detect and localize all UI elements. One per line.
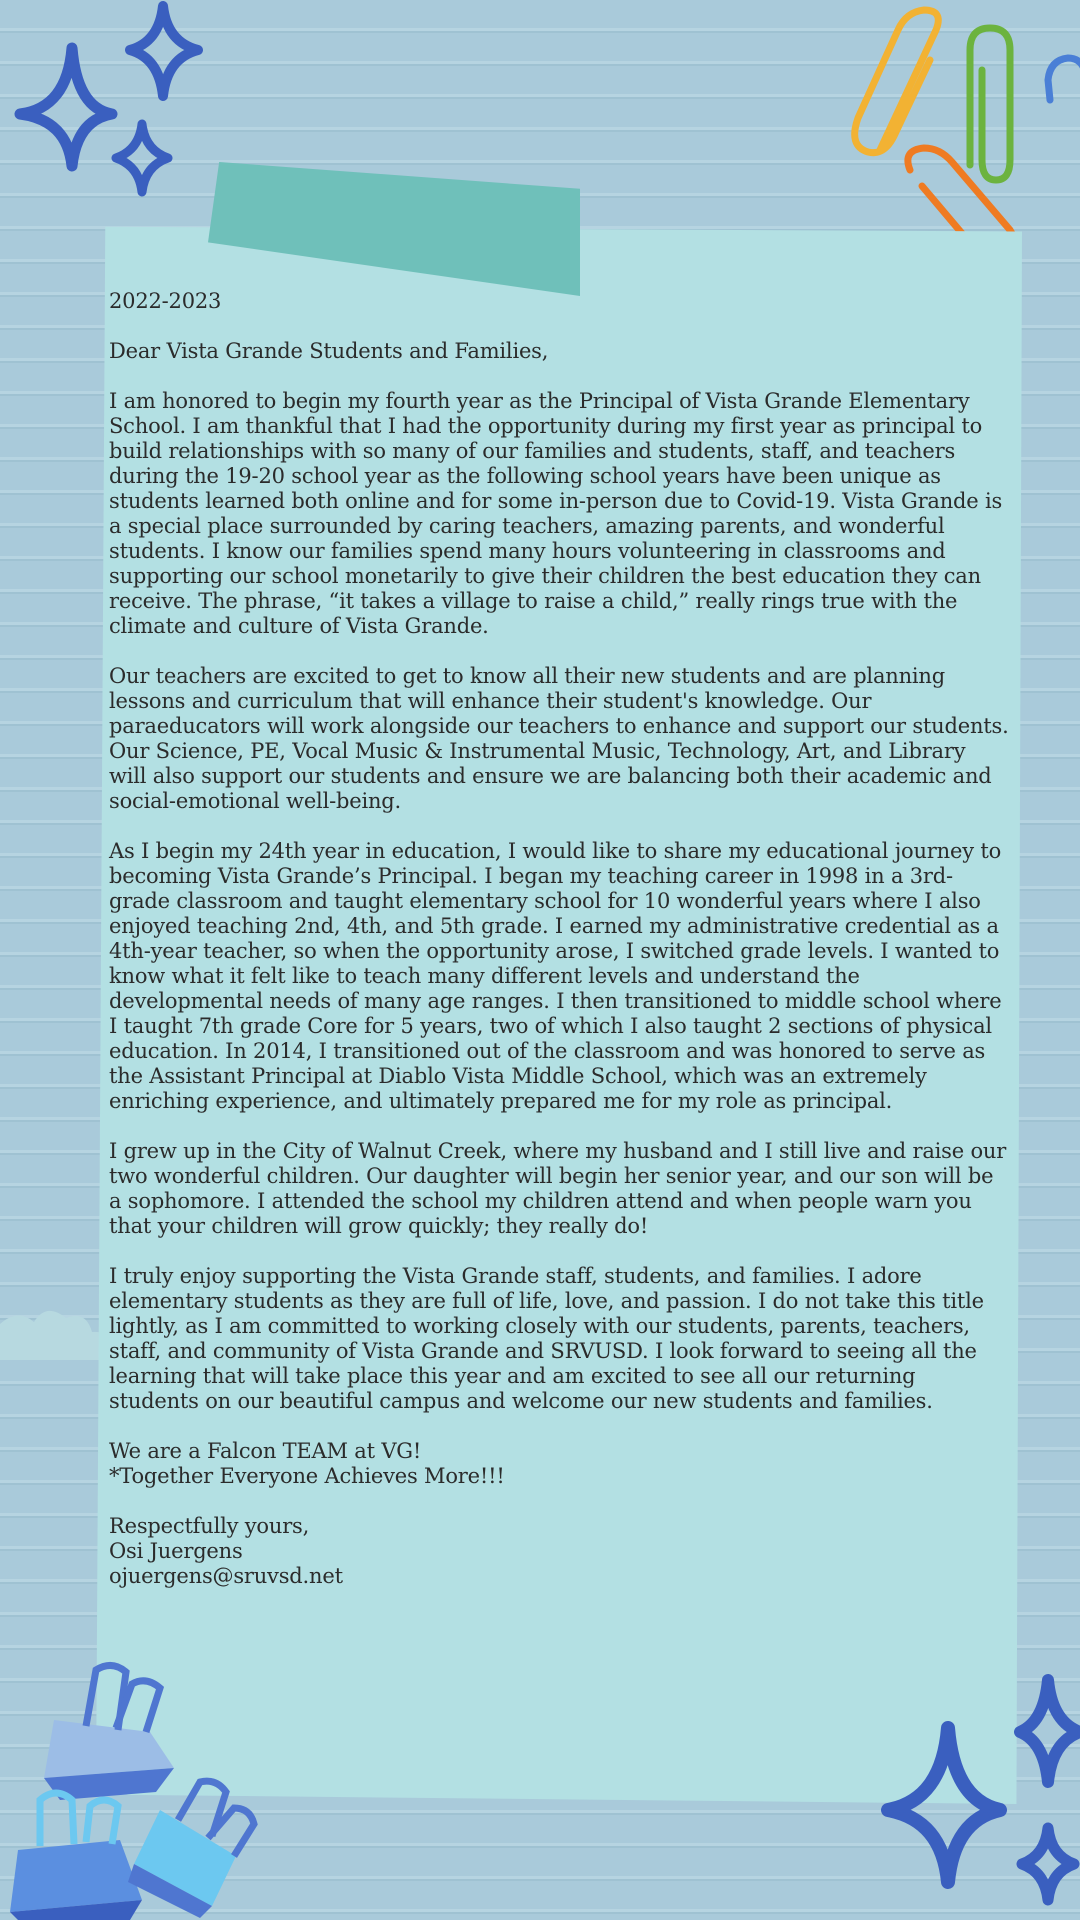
paperclip-icon bbox=[1048, 58, 1080, 160]
letter-paragraph: As I begin my 24th year in education, I would like to share my educational journey to becoming Vista Grande’s Principal. I began my teaching career in 1998 in a 3rd-grade classroom and taught elementary school for 10 wonderful years where I also enjoyed teaching 2nd, 4th, and 5th grade. I earned my administrative credential as a 4th-year teacher, so when the opportunity arose, I switched grade levels. I wanted to know what it felt like to teach many different levels and understand the developmental needs of many age ranges. I then transitioned to middle school where I taught 7th grade Core for 5 years, two of which I also taught 2 sections of physical education. In 2014, I transitioned out of the classroom and was honored to serve as the Assistant Principal at Diablo Vista Middle School, which was an extremely enriching experience, and ultimately prepared me for my role as principal. bbox=[109, 839, 1002, 1113]
letter-body bbox=[109, 289, 1009, 1614]
letter-paragraph: I am honored to begin my fourth year as the Principal of Vista Grande Elementary School. I am thankful that I had the opportunity during my first year as principal to build relationships with so many of our families and students, staff, and teachers during the 19-20 school year as the following school years have been unique as students learned both online and for some in-person due to Covid-19. Vista Grande is a special place surrounded by caring teachers, amazing parents, and wonderful students. I know our families spend many hours volunteering in classrooms and supporting our school monetarily to give their children the best education they can receive. The phrase, “it takes a village to raise a child,” really rings true with the climate and culture of Vista Grande. bbox=[109, 389, 1003, 638]
sparkle-icon bbox=[1022, 1828, 1074, 1900]
motto-line: *Together Everyone Achieves More!!! bbox=[109, 1464, 505, 1488]
letter-paragraph: I grew up in the City of Walnut Creek, where my husband and I still live and raise our two wonderful children. Our daughter will begin her senior year, and our son will be a sophomore. I attended the school my children attend and when people warn you that your children will grow quickly; they really do! bbox=[109, 1139, 1007, 1238]
letter-greeting: Dear Vista Grande Students and Families, bbox=[109, 339, 549, 363]
signature-block bbox=[109, 1514, 1009, 1589]
sparkle-icon bbox=[20, 48, 112, 166]
sparkles-bottom-right bbox=[870, 1660, 1080, 1920]
binder-clip-icon bbox=[10, 1793, 142, 1920]
paperclip-icon bbox=[855, 10, 939, 153]
binder-clip-icon bbox=[44, 1665, 174, 1800]
letter-year: 2022-2023 bbox=[109, 289, 222, 313]
signature-name: Osi Juergens bbox=[109, 1539, 243, 1563]
letter-paragraph: I truly enjoy supporting the Vista Grande staff, students, and families. I adore elementary students as they are full of life, love, and passion. I do not take this title lightly, as I am committed to working closely with our students, parents, teachers, staff, and community of Vista Grande and SRVUSD. I look forward to seeing all the learning that will take place this year and am excited to see all our returning students on our beautiful campus and welcome our new students and families. bbox=[109, 1264, 984, 1413]
motto-line: We are a Falcon TEAM at VG! bbox=[109, 1439, 422, 1463]
binder-clips bbox=[0, 1660, 290, 1920]
binder-clip-icon bbox=[128, 1781, 254, 1918]
sparkle-icon bbox=[888, 1728, 1000, 1882]
sparkle-icon bbox=[130, 6, 198, 96]
paperclip-icon bbox=[970, 28, 1010, 180]
motto bbox=[109, 1439, 1009, 1489]
sparkle-icon bbox=[1020, 1680, 1080, 1782]
closing: Respectfully yours, bbox=[109, 1514, 310, 1538]
sparkles-top-left bbox=[0, 0, 220, 210]
email-address: ojuergens@sruvsd.net bbox=[109, 1564, 343, 1588]
letter-paragraph: Our teachers are excited to get to know all their new students and are planning lessons and curriculum that will enhance their student's knowledge. Our paraeducators will work alongside our teachers to enhance and support our students. Our Science, PE, Vocal Music & Instrumental Music, Technology, Art, and Library will also support our students and ensure we are balancing both their academic and social-emotional well-being. bbox=[109, 664, 1009, 813]
sparkle-icon bbox=[116, 124, 168, 192]
